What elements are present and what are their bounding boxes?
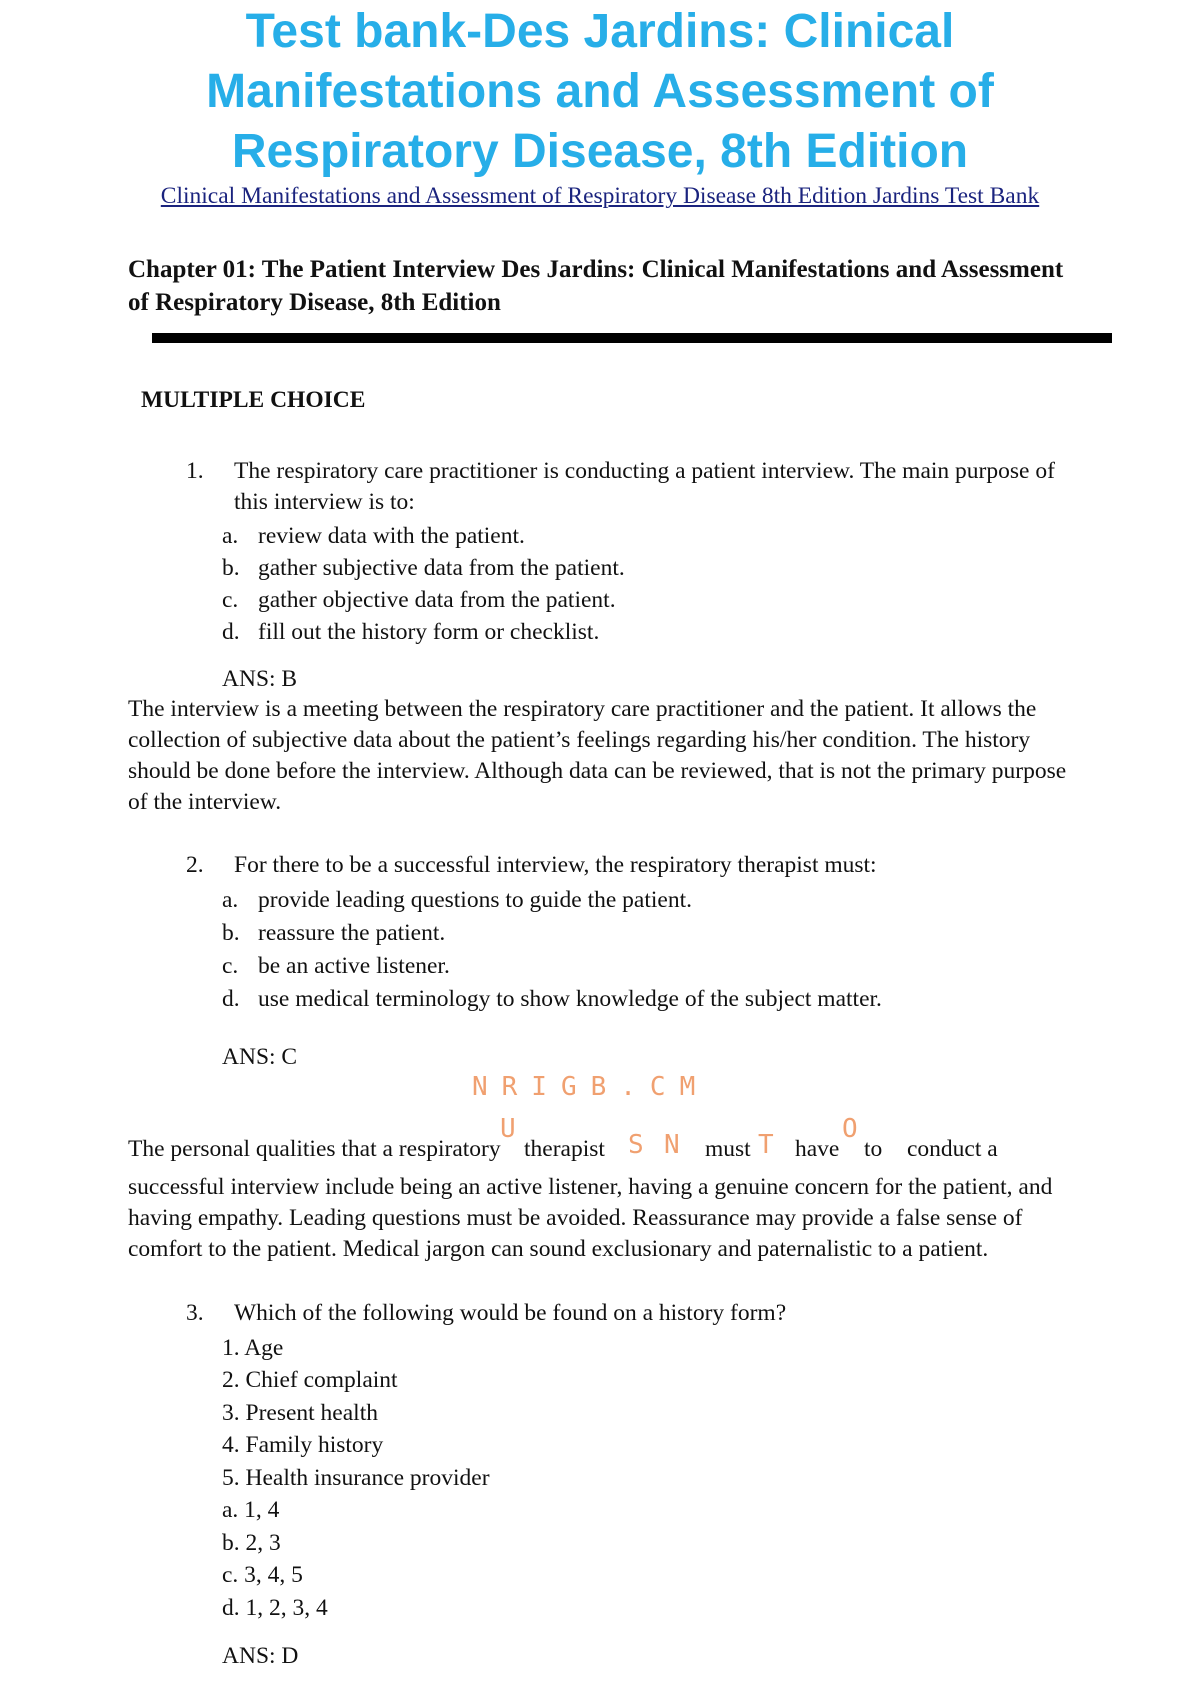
watermark-char: S [628,1130,644,1160]
answer-key: ANS: D [222,1643,299,1669]
question-stem [234,456,1094,518]
history-item: 4. Family history [222,1432,384,1458]
watermark-text: NRIGB.CM [472,1072,710,1102]
title-line-3: Respiratory Disease, 8th Edition [231,125,969,178]
title-line-1: Test bank-Des Jardins: Clinical [245,5,955,58]
document-title [0,2,1200,182]
rationale-word: conduct a [907,1136,998,1162]
option-letter: b. [222,920,240,946]
option-text: review data with the patient. [258,523,525,549]
option-letter: d. [222,986,240,1012]
option-text: be an active listener. [258,953,450,979]
option-text: fill out the history form or checklist. [258,619,600,645]
question-number: 2. [186,852,204,878]
test-bank-link[interactable]: Clinical Manifestations and Assessment of Respiratory Disease 8th Edition Jardins Test Bank [160,183,1040,209]
rationale-line: comfort to the patient. Medical jargon can sound exclusionary and paternalistic to a patient. [128,1236,989,1262]
subtitle-link-container [0,181,1200,211]
title-line-2: Manifestations and Assessment of [206,65,994,118]
rationale-line: The interview is a meeting between the respiratory care practitioner and the patient. It allows the [128,696,1037,722]
option-letter: c. [222,953,239,979]
answer-key: ANS: B [222,666,298,692]
option-b: b. 2, 3 [222,1530,281,1556]
rationale [128,1172,1088,1265]
watermark-char: O [842,1114,858,1144]
rationale-line: having empathy. Leading questions must be avoided. Reassurance may provide a false sense of [128,1205,1023,1231]
history-item: 1. Age [222,1335,284,1361]
history-item: 2. Chief complaint [222,1367,398,1393]
watermark-char: N [664,1130,680,1160]
chapter-heading-line-1: Chapter 01: The Patient Interview Des Jardins: Clinical Manifestations and Assessment [128,256,1064,283]
option-c: c. 3, 4, 5 [222,1562,303,1588]
rationale-word: to [864,1136,883,1162]
rationale-line: of the interview. [128,789,282,815]
question-number: 3. [186,1300,204,1326]
section-heading: MULTIPLE CHOICE [141,387,366,413]
question-stem: Which of the following would be found on a history form? [234,1300,787,1326]
option-text: gather subjective data from the patient. [258,555,625,581]
rationale-word: have [795,1136,840,1162]
option-text: gather objective data from the patient. [258,587,616,613]
question-number: 1. [186,458,204,484]
watermark-char: T [758,1130,774,1160]
rationale-line: successful interview include being an active listener, having a genuine concern for the patient, and [128,1174,1053,1200]
rationale-line: collection of subjective data about the patient’s feelings regarding his/her condition. The history [128,727,1031,753]
chapter-heading [128,253,1118,319]
option-letter: a. [222,887,239,913]
rationale [128,694,1088,818]
question-stem-line: this interview is to: [234,489,415,515]
option-letter: a. [222,523,239,549]
option-text: provide leading questions to guide the patient. [258,887,693,913]
history-item: 3. Present health [222,1400,378,1426]
option-text: use medical terminology to show knowledge of the subject matter. [258,986,882,1012]
question-stem: For there to be a successful interview, the respiratory therapist must: [234,852,877,878]
watermark-char: U [500,1114,516,1144]
option-letter: b. [222,555,240,581]
answer-key: ANS: C [222,1044,298,1070]
chapter-heading-line-2: of Respiratory Disease, 8th Edition [128,289,501,316]
option-letter: d. [222,619,240,645]
question-stem-line: The respiratory care practitioner is conducting a patient interview. The main purpose of [234,458,1055,484]
rationale-line: should be done before the interview. Although data can be reviewed, that is not the primary purpose [128,758,1067,784]
option-letter: c. [222,587,239,613]
option-text: reassure the patient. [258,920,446,946]
divider-rule [152,333,1112,343]
option-d: d. 1, 2, 3, 4 [222,1595,328,1621]
rationale-word: must [705,1136,751,1162]
history-item: 5. Health insurance provider [222,1465,490,1491]
rationale-word: therapist [524,1136,605,1162]
option-a: a. 1, 4 [222,1497,280,1523]
rationale-word: The personal qualities that a respiratory [128,1136,501,1162]
